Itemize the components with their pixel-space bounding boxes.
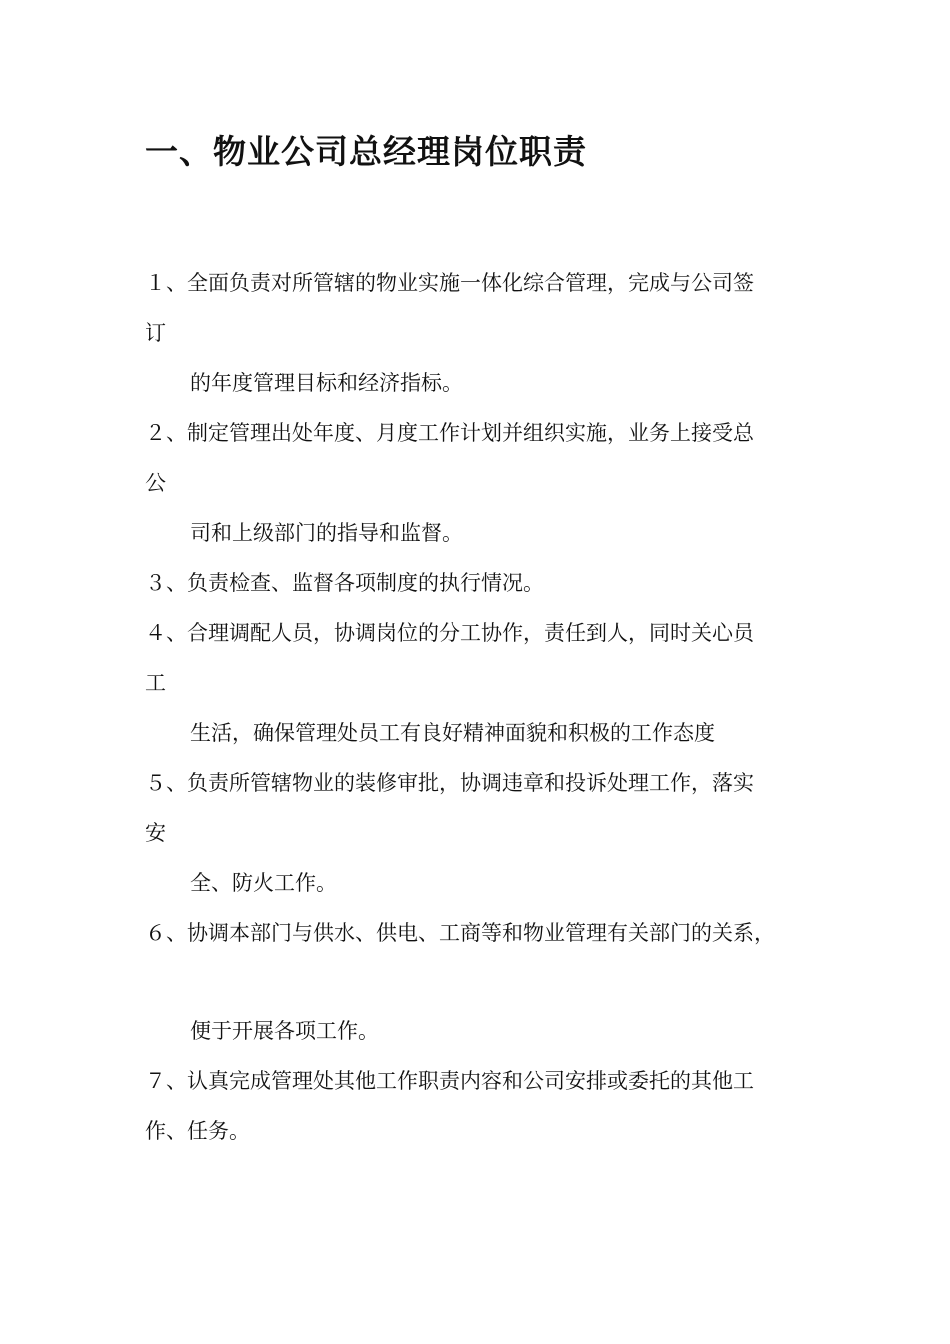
duty-line-5: ５、负责所管辖物业的装修审批，协调违章和投诉处理工作，落实 — [145, 771, 754, 795]
duty-line-3: ３、负责检查、监督各项制度的执行情况。 — [145, 571, 544, 595]
duty-line-7-wrap: 作、任务。 — [145, 1119, 250, 1143]
duty-line-6: ６、协调本部门与供水、供电、工商等和物业管理有关部门的关系， — [145, 921, 775, 945]
duty-line-7: ７、认真完成管理处其他工作职责内容和公司安排或委托的其他工 — [145, 1069, 754, 1093]
duty-line-1-cont: 的年度管理目标和经济指标。 — [190, 371, 463, 395]
duty-line-2: ２、制定管理出处年度、月度工作计划并组织实施，业务上接受总 — [145, 421, 754, 445]
document-title: 一、物业公司总经理岗位职责 — [145, 132, 587, 171]
duty-line-1: １、全面负责对所管辖的物业实施一体化综合管理，完成与公司签 — [145, 271, 754, 295]
duty-line-5-cont: 全、防火工作。 — [190, 871, 337, 895]
duty-line-2-cont: 司和上级部门的指导和监督。 — [190, 521, 463, 545]
duty-line-6-cont: 便于开展各项工作。 — [190, 1019, 379, 1043]
duty-line-4: ４、合理调配人员，协调岗位的分工协作，责任到人，同时关心员 — [145, 621, 754, 645]
duty-line-4-wrap: 工 — [145, 671, 166, 695]
duty-line-5-wrap: 安 — [145, 821, 166, 845]
duty-line-1-wrap: 订 — [145, 321, 166, 345]
duty-line-2-wrap: 公 — [145, 471, 166, 495]
duty-line-4-cont: 生活，确保管理处员工有良好精神面貌和积极的工作态度 — [190, 721, 715, 745]
